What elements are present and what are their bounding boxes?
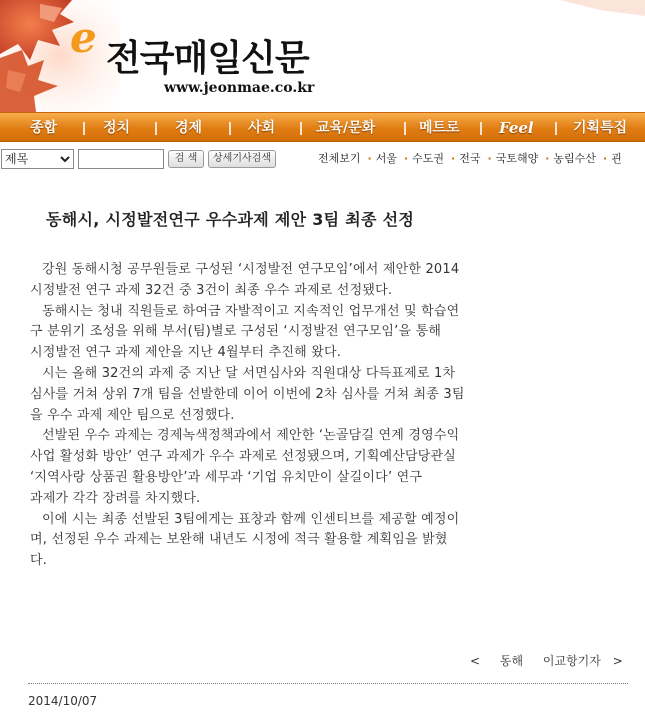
nav-item-feel[interactable]: Feel <box>499 119 534 137</box>
article-line: 사업 활성화 방안’ 연구 과제가 우수 과제로 선정됐으며, 기획예산담당관실 <box>30 449 457 465</box>
article-line: 심사를 거쳐 상위 7개 팀을 선발한데 이어 이번에 2차 심사를 거쳐 최종 3팀 <box>30 386 465 402</box>
region-links <box>318 150 624 168</box>
article-line: 구 분위기 조성을 위해 부서(팀)별로 구성된 ‘시정발전 연구모임’을 통해 <box>30 324 442 340</box>
bullet-icon: · <box>545 152 550 165</box>
article-line: 시정발전 연구 과제 제안을 지난 4월부터 추진해 왔다. <box>30 345 342 361</box>
svg-text:e: e <box>70 14 97 58</box>
divider <box>28 683 628 684</box>
detail-search-button[interactable]: 상세기사검색 <box>208 150 276 168</box>
article-line: 며, 선정된 우수 과제는 보완해 내년도 시정에 적극 활용할 계획임을 밝혔 <box>30 532 448 548</box>
search-field-select[interactable] <box>1 149 74 169</box>
region-link-seoul[interactable]: 서울 <box>375 152 397 165</box>
bullet-icon: · <box>487 152 492 165</box>
article-line: 을 우수 과제 제안 팀으로 선정했다. <box>30 407 235 423</box>
nav-item-society[interactable]: 사회 <box>248 120 276 136</box>
site-title[interactable]: 전국매일신문 <box>106 38 309 79</box>
article-date: 2014/10/07 <box>28 694 98 708</box>
region-link-capital-area[interactable]: 수도권 <box>412 152 445 165</box>
article-line: 시정발전 연구 과제 32건 중 3건이 최종 우수 과제로 선정됐다. <box>30 282 393 298</box>
article-byline <box>470 652 623 669</box>
region-link-all[interactable]: 전체보기 <box>318 152 361 165</box>
nav-separator <box>300 122 302 135</box>
logo-e-icon <box>68 14 108 58</box>
bullet-icon: · <box>451 152 456 165</box>
nav-item-economy[interactable]: 경제 <box>175 120 203 136</box>
article-line: 이에 시는 최종 선발된 3팀에게는 표창과 함께 인센티브를 제공할 예정이 <box>42 511 460 527</box>
article-line: 동해시는 청내 직원들로 하여금 자발적이고 지속적인 업무개선 및 학습연 <box>42 303 460 319</box>
article-line: 강원 동해시청 공무원들로 구성된 ‘시정발전 연구모임’에서 제안한 2014 <box>42 262 460 277</box>
nav-item-education-culture[interactable]: 교육/문화 <box>316 120 376 136</box>
article-headline: 동해시, 시정발전연구 우수과제 제안 3팀 최종 선정 <box>46 210 415 229</box>
main-nav <box>0 112 645 142</box>
search-button[interactable]: 검 색 <box>168 150 204 168</box>
site-url[interactable]: www.jeonmae.co.kr <box>164 80 315 96</box>
chevron-down-icon <box>59 153 71 165</box>
nav-item-special[interactable]: 기획특집 <box>573 120 628 136</box>
search-field-select-value: 제목 <box>5 152 29 166</box>
nav-separator <box>229 122 231 135</box>
prev-article-arrow[interactable]: < <box>470 654 481 668</box>
article-line: 선발된 우수 과제는 경제녹색정책과에서 제안한 ‘논골담길 연계 경영수익 <box>42 428 460 444</box>
search-bar <box>0 146 645 172</box>
region-link-nationwide[interactable]: 전국 <box>459 152 481 165</box>
region-link-land-maritime[interactable]: 국토해양 <box>495 152 539 165</box>
region-link-truncated[interactable]: 괸 <box>611 152 622 165</box>
nav-separator <box>155 122 157 135</box>
nav-separator <box>83 122 85 135</box>
nav-item-general[interactable]: 종합 <box>30 120 58 136</box>
nav-item-politics[interactable]: 정치 <box>103 120 131 136</box>
bullet-icon: · <box>602 152 608 165</box>
bullet-icon: · <box>403 152 409 165</box>
search-input[interactable] <box>78 149 164 169</box>
nav-item-metro[interactable]: 메트로 <box>419 120 460 136</box>
article-region[interactable]: 동해 <box>499 654 524 668</box>
nav-separator <box>480 122 482 135</box>
article-reporter[interactable]: 이교항기자 <box>542 654 601 668</box>
article-line: ‘지역사랑 상품권 활용방안’과 세무과 ‘기업 유치만이 살길이다’ 연구 <box>30 469 423 485</box>
masthead <box>0 0 645 112</box>
nav-separator <box>555 122 557 135</box>
bullet-icon: · <box>367 152 372 165</box>
article-line: 시는 올해 32건의 과제 중 지난 달 서면심사와 직원대상 다득표제로 1차 <box>42 365 456 381</box>
article-line: 과제가 각각 장려를 차지했다. <box>30 490 201 506</box>
article-body <box>30 260 630 572</box>
next-article-arrow[interactable]: > <box>612 654 623 668</box>
nav-separator <box>404 122 406 135</box>
region-link-agri-fishery[interactable]: 농림수산 <box>553 152 596 165</box>
article-line: 다. <box>30 553 48 569</box>
